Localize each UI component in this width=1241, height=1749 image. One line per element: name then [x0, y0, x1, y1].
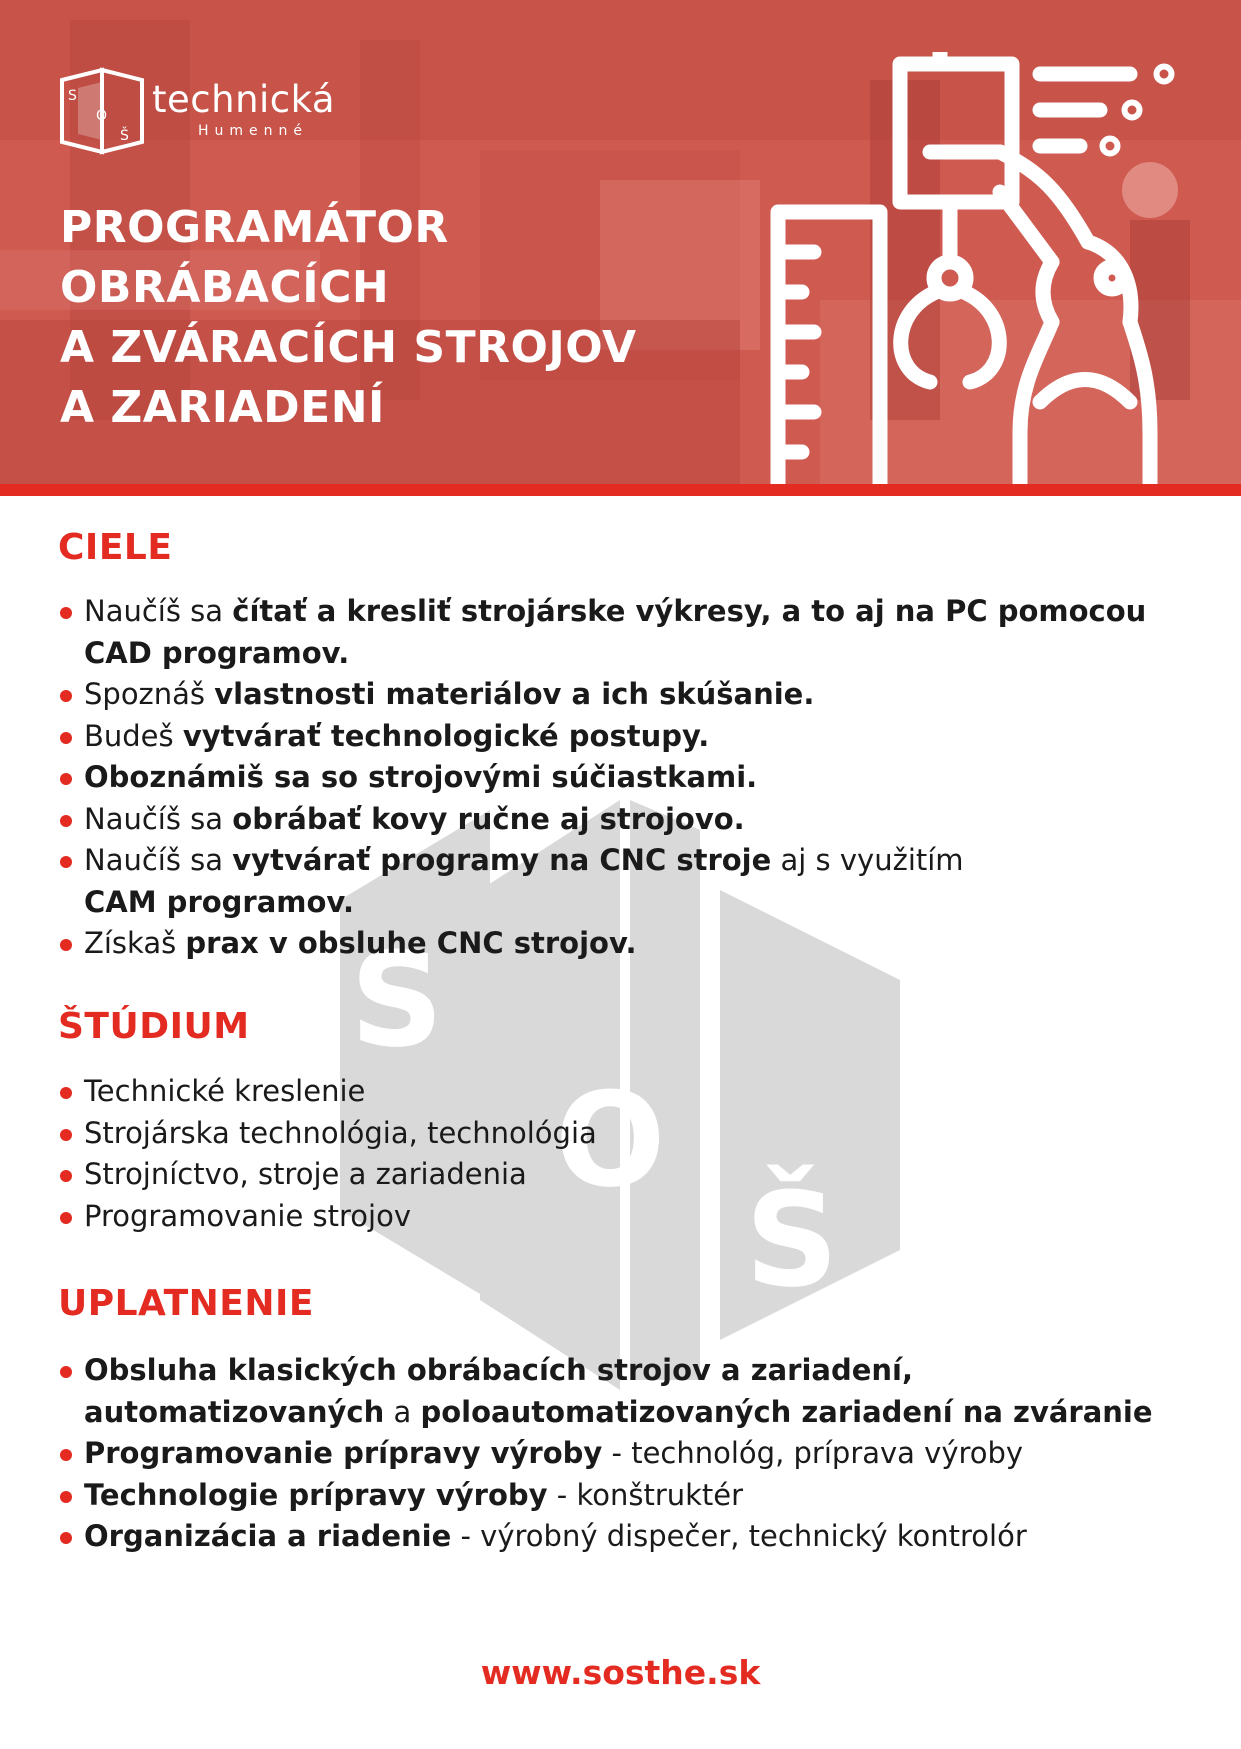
list-item — [60, 1154, 597, 1196]
studium-list — [60, 1071, 597, 1237]
watermark-letter-o: O — [555, 1064, 666, 1216]
list-item-bold-text: automatizovaných — [84, 1394, 385, 1429]
section-heading-uplatnenie: UPLATNENIE — [58, 1283, 315, 1324]
list-item — [60, 799, 1146, 841]
list-item — [60, 1071, 597, 1113]
list-item-bold-text: vlastnosti materiálov a ich skúšanie. — [214, 677, 815, 711]
list-item — [60, 1350, 1153, 1433]
list-item-bold-text: Technologie prípravy výroby — [84, 1477, 548, 1512]
list-item-bold-text: vytvárať programy na CNC stroje — [232, 843, 772, 877]
list-item-bold-text: prax v obsluhe CNC strojov. — [185, 926, 637, 960]
logo-letter-o: O — [96, 108, 108, 124]
school-logo[interactable] — [58, 66, 388, 156]
ciele-list — [60, 591, 1146, 965]
list-item — [60, 1433, 1153, 1475]
section-heading-ciele: CIELE — [58, 527, 173, 568]
uplatnenie-list — [60, 1350, 1153, 1558]
list-item-bold-text: poloautomatizovaných zariadení na zváranie — [420, 1394, 1153, 1429]
section-heading-studium: ŠTÚDIUM — [58, 1006, 250, 1047]
list-item — [60, 840, 1146, 923]
list-item-text: Naučíš sa — [84, 801, 233, 836]
list-item — [60, 591, 1146, 674]
list-item — [60, 1113, 597, 1155]
list-item — [60, 716, 1146, 758]
logo-hexagon-icon — [58, 66, 148, 156]
list-item-bold-text: Obsluha klasických obrábacích strojov a zariadení, — [84, 1353, 913, 1387]
list-item-bold-text: Organizácia a riadenie — [84, 1519, 452, 1553]
page-title — [60, 198, 637, 438]
list-item-text: - konštruktér — [547, 1477, 744, 1512]
list-item-bold-text: CAM programov. — [84, 884, 354, 919]
list-item-bold-text: čítať a kresliť strojárske výkresy, a to aj na PC pomocou — [232, 594, 1147, 628]
website-link[interactable]: www.sosthe.sk — [480, 1653, 761, 1692]
industrial-robot-arm-icon — [740, 52, 1220, 492]
list-item-text: Naučíš sa — [84, 843, 233, 877]
list-item — [60, 923, 1146, 965]
hero-banner — [0, 0, 1241, 496]
list-item-bold-text: vytvárať technologické postupy. — [182, 718, 710, 753]
brand-subtitle: Humenné — [198, 123, 309, 139]
list-item-text: - výrobný dispečer, technický kontrolór — [451, 1519, 1027, 1553]
list-item — [60, 757, 1146, 799]
logo-letter-sh: Š — [120, 128, 129, 144]
list-item — [60, 1516, 1153, 1558]
title-line: PROGRAMÁTOR — [60, 202, 449, 253]
list-item-bold-text: obrábať kovy ručne aj strojovo. — [232, 801, 745, 836]
list-item — [60, 674, 1146, 716]
list-item-text: Strojníctvo, stroje a zariadenia — [84, 1157, 527, 1191]
list-item-text: Programovanie strojov — [84, 1198, 412, 1233]
list-item-text: Naučíš sa — [84, 594, 233, 628]
list-item-text: Technické kreslenie — [84, 1074, 366, 1108]
title-line: A ZARIADENÍ — [60, 382, 385, 433]
watermark-letter-s: S — [350, 924, 444, 1076]
hero-accent-stripe — [0, 484, 1241, 496]
list-item-text: Získaš — [84, 926, 186, 960]
list-item-text: a — [384, 1394, 421, 1429]
list-item-text: Strojárska technológia, technológia — [84, 1115, 597, 1150]
list-item-text: aj s využitím — [771, 843, 964, 877]
watermark-letter-sh: Š — [745, 1164, 839, 1316]
list-item — [60, 1196, 597, 1238]
list-item-bold-text: Oboznámiš sa so strojovými súčiastkami. — [84, 760, 758, 794]
list-item-bold-text: CAD programov. — [84, 635, 350, 670]
title-line: A ZVÁRACÍCH STROJOV — [60, 322, 637, 373]
list-item-text: - technológ, príprava výroby — [602, 1436, 1024, 1470]
list-item-text: Spoznáš — [84, 677, 215, 711]
brand-name: technická — [152, 78, 336, 121]
list-item-text: Budeš — [84, 718, 183, 753]
title-line: OBRÁBACÍCH — [60, 262, 390, 313]
list-item-bold-text: Programovanie prípravy výroby — [84, 1436, 603, 1470]
logo-letter-s: S — [68, 88, 77, 104]
list-item — [60, 1475, 1153, 1517]
